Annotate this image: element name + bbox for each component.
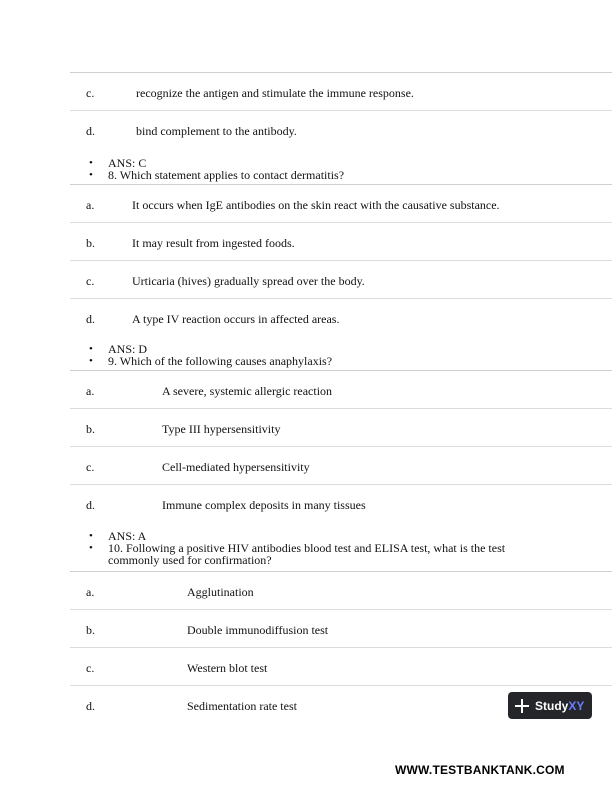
option-row xyxy=(70,609,612,647)
option-text: Agglutination xyxy=(187,585,254,599)
option-row xyxy=(70,184,612,222)
option-text: Immune complex deposits in many tissues xyxy=(162,498,366,512)
question-9-answer-block xyxy=(89,530,559,566)
question-7-options xyxy=(70,72,612,148)
option-letter: b. xyxy=(86,236,95,250)
answer-text: • ANS: D xyxy=(89,343,559,355)
option-letter: c. xyxy=(86,86,95,100)
option-text: It occurs when IgE antibodies on the skin react with the causative substance. xyxy=(132,198,500,212)
option-text: Double immunodiffusion test xyxy=(187,623,329,637)
option-row xyxy=(70,484,612,522)
option-letter: c. xyxy=(86,661,95,675)
option-text: A severe, systemic allergic reaction xyxy=(162,384,333,398)
option-text: Cell-mediated hypersensitivity xyxy=(162,460,310,474)
option-row xyxy=(70,110,612,148)
question-text: • 9. Which of the following causes anaphylaxis? xyxy=(89,355,559,367)
option-text: It may result from ingested foods. xyxy=(132,236,295,250)
option-row xyxy=(70,370,612,408)
option-row xyxy=(70,647,612,685)
question-8-options xyxy=(70,184,612,336)
option-text: Urticaria (hives) gradually spread over the body. xyxy=(132,274,365,288)
option-letter: b. xyxy=(86,422,95,436)
option-row xyxy=(70,72,612,110)
option-row xyxy=(70,408,612,446)
option-letter: b. xyxy=(86,623,95,637)
option-letter: d. xyxy=(86,124,95,138)
question-text: • 8. Which statement applies to contact dermatitis? xyxy=(89,169,559,181)
option-letter: d. xyxy=(86,312,95,326)
option-letter: c. xyxy=(86,274,95,288)
footer-website: WWW.TESTBANKTANK.COM xyxy=(395,763,565,777)
option-letter: d. xyxy=(86,699,95,713)
option-row xyxy=(70,298,612,336)
option-row xyxy=(70,222,612,260)
question-7-answer-block xyxy=(89,157,559,181)
option-letter: a. xyxy=(86,585,95,599)
option-text: recognize the antigen and stimulate the immune response. xyxy=(136,86,414,100)
option-row xyxy=(70,571,612,609)
option-letter: d. xyxy=(86,498,95,512)
option-row xyxy=(70,260,612,298)
question-8-answer-block xyxy=(89,343,559,367)
plus-icon xyxy=(515,699,529,713)
option-text: Western blot test xyxy=(187,661,268,675)
question-text: • 10. Following a positive HIV antibodies blood test and ELISA test, what is the test commonly used for confirmation? xyxy=(89,542,559,566)
option-text: A type IV reaction occurs in affected areas. xyxy=(132,312,340,326)
option-text: Sedimentation rate test xyxy=(187,699,297,713)
logo-wordmark: StudyXY xyxy=(535,698,585,713)
option-text: bind complement to the antibody. xyxy=(136,124,297,138)
option-text: Type III hypersensitivity xyxy=(162,422,281,436)
option-letter: c. xyxy=(86,460,95,474)
option-letter: a. xyxy=(86,384,95,398)
answer-text: • ANS: C xyxy=(89,157,559,169)
answer-text: • ANS: A xyxy=(89,530,559,542)
option-row xyxy=(70,446,612,484)
question-9-options xyxy=(70,370,612,522)
option-letter: a. xyxy=(86,198,95,212)
studyxy-logo[interactable] xyxy=(508,692,592,719)
